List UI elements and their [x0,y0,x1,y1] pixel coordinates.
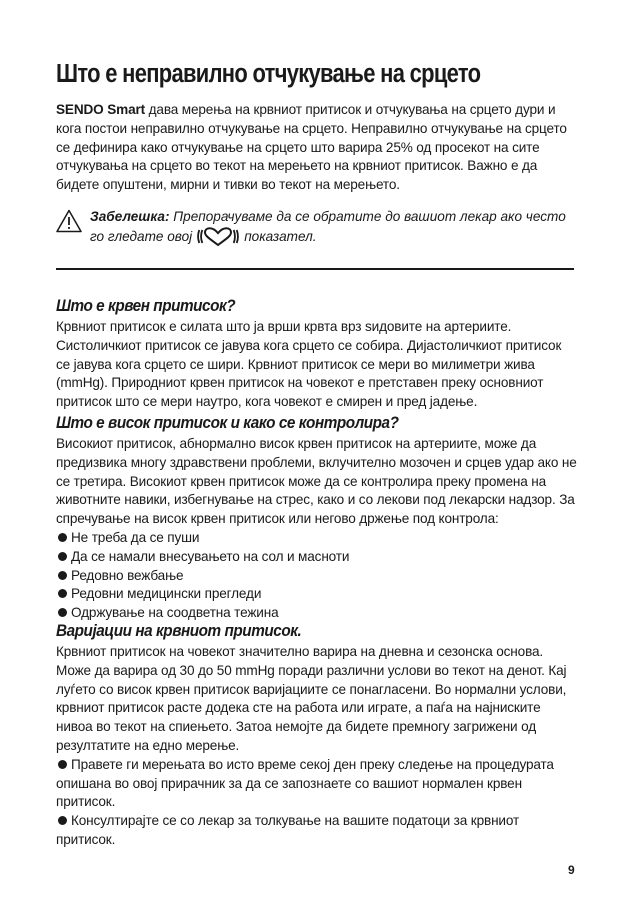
note-text-before: Препорачуваме да се обратите до вашиот лекар ако често го гледате овој [90,209,566,244]
bullet-icon [58,608,67,617]
paragraph-blood-pressure: Крвниот притисок е силата што ја врши крвта врз ѕидовите на артериите. Систоличкиот притисок се јавува кога срцето се собира. Дијастоличкиот притисок се јавува кога срцето се шири. Крвниот притисок се мери во милиметри жива (mmHg). Природниот крвен притисок на човекот е претставен преку основниот притисок што се мери наутро, кога човекот е смирен и пред јадење. [56,319,562,410]
section-divider [56,268,574,270]
section-high-pressure [56,435,578,623]
variation-tip-2: Консултирајте се со лекар за толкување на вашите податоци за крвниот притисок. [56,813,520,847]
page-number: 9 [568,863,575,877]
heading-blood-pressure: Што е крвен притисок? [56,296,236,315]
heading-variations: Варијации на крвниот притисок. [56,621,302,640]
paragraph-variations: Крвниот притисок на човекот значително варира на дневна и сезонска основа. Може да варира од 30 до 50 mmHg поради различни услови во текот на денот. Кај луѓето со висок крвен притисок варијациите се понагласени. Во нормални услови, крвниот притисок расте додека сте на работа или играте, а паѓа на најниските нивоа во текот на спиењето. Затоа немојте да бидете премногу загрижени од резултатите на едно мерење. [56,644,567,753]
brand-name: SENDO Smart [56,102,145,117]
bullet-icon [58,760,67,769]
bullet-icon [58,552,67,561]
warning-triangle-icon [56,209,82,233]
note-text [90,207,578,247]
variation-tip-1: Правете ги мерењата во исто време секој ден преку следење на процедурата опишана во овој прирачник за да се запознаете со вашиот нормален крвен притисок. [56,756,554,810]
list-item: Да се намали внесувањето на сол и масноти [56,548,578,567]
note-label: Забелешка: [90,209,170,224]
bullet-icon [58,816,67,825]
prevention-list [56,529,578,623]
list-item: Редовни медицински прегледи [56,585,578,604]
intro-paragraph [56,101,578,195]
list-item: Одржување на соодветна тежина [56,604,578,623]
bullet-icon [58,571,67,580]
irregular-heartbeat-icon [196,227,240,247]
bullet-icon [58,589,67,598]
list-item: Не треба да се пуши [56,529,578,548]
intro-text: дава мерења на крвниот притисок и отчукувања на срцето дури и кога постои неправилно отчукување на срцето. Неправилно отчукување на срцето се дефинира како отчукување на срцето што варира 25% од просекот на сите отчукувања на срцето во текот на мерењето на крвниот притисок. Важно е да бидете опуштени, мирни и тивки во текот на мерењето. [56,102,567,193]
bullet-icon [58,533,67,542]
section-variations [56,643,578,850]
paragraph-high-pressure: Високиот притисок, абнормално висок крвен притисок на артериите, може да предизвика многу здравствени проблеми, вклучително мозочен и срцев удар ако не се третира. Високиот крвен притисок може да се контролира преку промена на животните навики, избегнување на стрес, како и со лекови под лекарски надзор. За спречување на висок крвен притисок или негово држење под контрола: [56,436,577,527]
heading-high-pressure: Што е висок притисок и како се контролира? [56,413,399,432]
page-title: Што е неправилно отчукување на срцето [56,60,481,88]
note-text-after: показател. [244,229,317,244]
list-item: Редовно вежбање [56,567,578,586]
